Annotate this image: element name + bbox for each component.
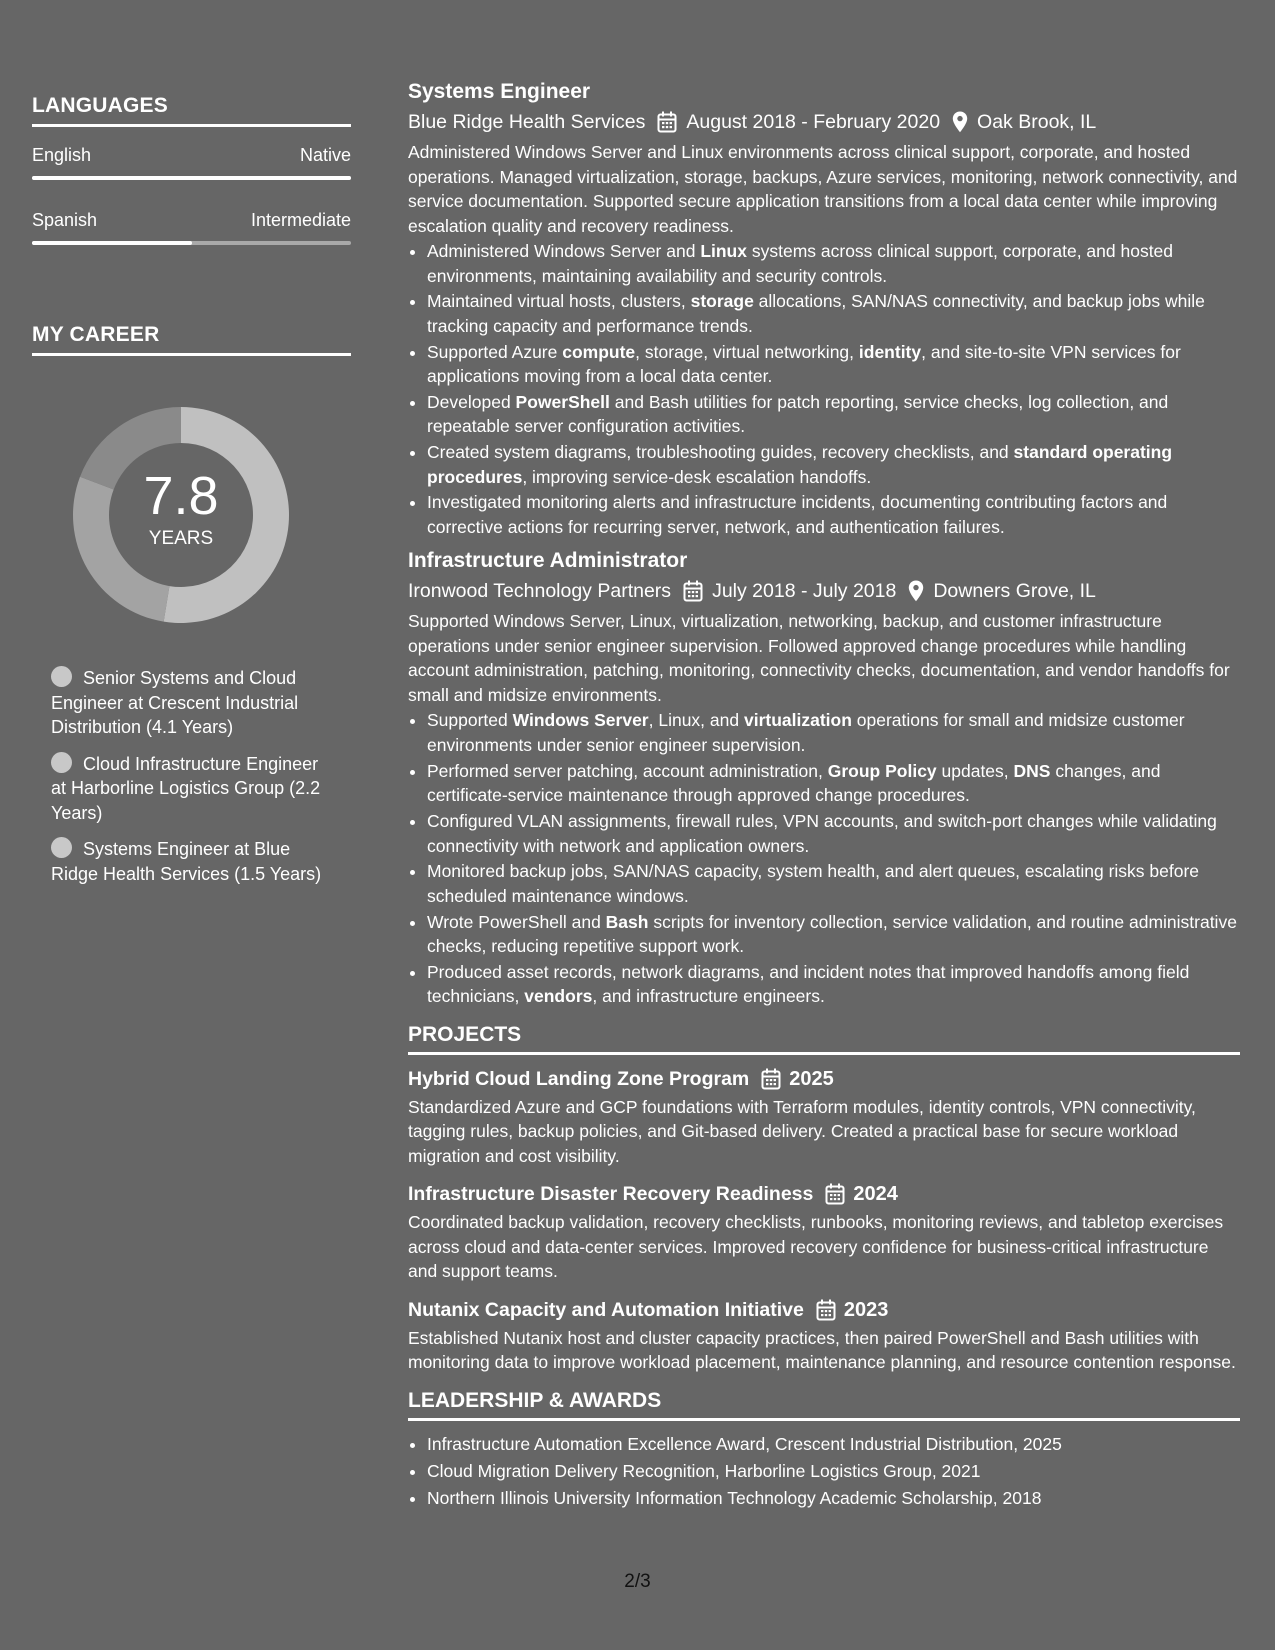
career-legend-text: Senior Systems and Cloud Engineer at Crescent Industrial Distribution (4.1 Years) xyxy=(51,668,299,737)
job-location: Downers Grove, IL xyxy=(933,580,1096,603)
job-bullet xyxy=(427,759,1240,808)
language-proficiency-fill xyxy=(32,241,192,245)
calendar-icon xyxy=(816,1299,836,1321)
bullet-text: Investigated monitoring alerts and infrastructure incidents, documenting contributing factors and corrective actions for recurring server, network, and authentication failures. xyxy=(427,492,1168,537)
job-bullet xyxy=(427,239,1240,288)
job-summary: Administered Windows Server and Linux environments across clinical support, corporate, and hosted operations. Managed virtualization, storage, backups, Azure services, monitoring, network connectivity, and service documentation. Supported secure application transitions from a local data center while improving escalation quality and recovery readiness. xyxy=(408,142,1238,236)
job-bullet xyxy=(427,340,1240,389)
job-summary: Supported Windows Server, Linux, virtualization, networking, backup, and customer infrastructure operations under senior engineer supervision. Followed approved change procedures while handling account administration, patching, monitoring, connectivity checks, documentation, and vendor handoffs for small and midsize environments. xyxy=(408,611,1230,705)
career-total-years: 7.8 xyxy=(143,466,219,526)
job-dates: July 2018 - July 2018 xyxy=(712,580,897,603)
project-title: Nutanix Capacity and Automation Initiative xyxy=(408,1298,804,1321)
career-legend-text: Systems Engineer at Blue Ridge Health Services (1.5 Years) xyxy=(51,839,322,884)
bullet-bold-text: vendors xyxy=(524,986,593,1007)
project-year: 2024 xyxy=(853,1183,898,1206)
calendar-icon xyxy=(761,1068,781,1090)
career-years-unit: YEARS xyxy=(148,528,214,549)
job-company: Blue Ridge Health Services xyxy=(408,111,646,133)
bullet-text: Created system diagrams, troubleshooting guides, recovery checklists, and xyxy=(427,442,1014,463)
bullet-text: Wrote PowerShell and xyxy=(427,911,606,932)
bullet-text: Performed server patching, account administration, xyxy=(427,760,828,781)
languages-heading: LANGUAGES xyxy=(32,94,351,127)
job-bullet xyxy=(427,390,1240,439)
legend-dot-icon xyxy=(51,837,72,858)
bullet-bold-text: virtualization xyxy=(743,710,852,731)
award-item: • Northern Illinois University Information Technology Academic Scholarship, 2018 xyxy=(427,1485,1240,1512)
project-title: Hybrid Cloud Landing Zone Program xyxy=(408,1067,750,1090)
left-column xyxy=(32,94,351,898)
career-legend-item xyxy=(51,837,331,886)
bullet-bold-text: identity xyxy=(858,341,922,362)
bullet-bold-text: Bash xyxy=(605,911,649,932)
job-title: Systems Engineer xyxy=(408,80,591,103)
job-title: Infrastructure Administrator xyxy=(408,549,688,573)
bullet-text: , and site-to-site VPN services for applications moving from a local data center. xyxy=(427,341,1181,387)
job-location: Oak Brook, IL xyxy=(977,111,1097,133)
career-heading: MY CAREER xyxy=(32,323,351,356)
language-name: Spanish xyxy=(32,210,98,230)
bullet-text: updates, xyxy=(936,760,1014,781)
job-entry xyxy=(408,78,1240,539)
project-title: Infrastructure Disaster Recovery Readiness xyxy=(408,1183,814,1206)
project-description: Coordinated backup validation, recovery checklists, runbooks, monitoring reviews, and tabletop exercises across cloud and data-center services. Improved recovery confidence for business-critical infrastructure and support teams. xyxy=(408,1212,1224,1282)
bullet-bold-text: Windows Server xyxy=(512,710,649,731)
bullet-text: Developed xyxy=(427,391,516,412)
bullet-bold-text: storage xyxy=(690,291,754,312)
bullet-text: changes, and certificate-service maintenance through approved change procedures. xyxy=(427,760,1161,806)
project-year: 2023 xyxy=(843,1298,889,1321)
job-bullet xyxy=(427,440,1240,489)
career-legend-item xyxy=(51,666,331,740)
page-number: 2/3 xyxy=(624,1571,651,1592)
bullet-text: Supported Azure xyxy=(427,341,563,362)
bullet-text: Supported xyxy=(427,710,513,731)
career-donut-chart xyxy=(66,400,296,630)
job-bullet xyxy=(427,859,1240,908)
location-pin-icon xyxy=(952,111,968,133)
bullet-bold-text: Linux xyxy=(700,241,747,261)
project-entry xyxy=(408,1180,1240,1284)
award-item: • Cloud Migration Delivery Recognition, Harborline Logistics Group, 2021 xyxy=(427,1458,1240,1485)
bullet-bold-text: Group Policy xyxy=(827,760,937,781)
project-entry xyxy=(408,1296,1240,1375)
job-meta xyxy=(408,108,1240,136)
legend-dot-icon xyxy=(51,752,72,773)
language-proficiency-bar xyxy=(32,241,351,245)
bullet-text: Maintained virtual hosts, clusters, xyxy=(427,291,691,312)
job-bullets xyxy=(408,708,1240,1008)
bullet-text: Monitored backup jobs, SAN/NAS capacity, system health, and alert queues, escalating risks before scheduled maintenance windows. xyxy=(427,861,1200,906)
language-name: English xyxy=(32,145,92,165)
career-legend xyxy=(51,666,331,886)
calendar-icon xyxy=(657,111,677,133)
language-spanish xyxy=(32,210,351,245)
project-description: Established Nutanix host and cluster capacity practices, then paired PowerShell and Bash utilities with monitoring data to improve workload placement, maintenance planning, and resource contention response. xyxy=(408,1327,1236,1373)
bullet-text: systems across clinical support, corporate, and hosted environments, maintaining availability and security controls. xyxy=(427,241,1174,286)
award-item: • Infrastructure Automation Excellence Award, Crescent Industrial Distribution, 2025 xyxy=(427,1431,1240,1458)
job-bullet xyxy=(427,490,1240,539)
bullet-text: , Linux, and xyxy=(648,710,744,731)
bullet-text: Administered Windows Server and xyxy=(427,241,701,261)
job-bullets xyxy=(408,239,1240,539)
bullet-bold-text: DNS xyxy=(1013,760,1051,781)
job-company: Ironwood Technology Partners xyxy=(408,580,672,603)
bullet-text: Produced asset records, network diagrams, and incident notes that improved handoffs among field technicians, xyxy=(427,961,1190,1007)
project-year: 2025 xyxy=(789,1067,834,1090)
job-bullet xyxy=(427,960,1240,1009)
right-column xyxy=(408,78,1240,1512)
job-dates: August 2018 - February 2020 xyxy=(686,111,941,133)
language-proficiency-fill xyxy=(32,176,351,180)
calendar-icon xyxy=(683,580,703,602)
job-entry xyxy=(408,547,1240,1008)
language-proficiency-bar xyxy=(32,176,351,180)
bullet-bold-text: standard operating procedures xyxy=(427,442,1173,487)
job-bullet xyxy=(427,708,1240,757)
bullet-text: scripts for inventory collection, service validation, and routine administrative checks, reducing repetitive support work. xyxy=(427,911,1237,957)
projects-heading: PROJECTS xyxy=(408,1021,1240,1055)
legend-dot-icon xyxy=(51,666,72,687)
awards-heading: LEADERSHIP & AWARDS xyxy=(408,1387,1240,1421)
career-legend-text: Cloud Infrastructure Engineer at Harborline Logistics Group (2.2 Years) xyxy=(51,753,321,823)
job-bullet xyxy=(427,910,1240,959)
project-description: Standardized Azure and GCP foundations with Terraform modules, identity controls, VPN connectivity, tagging rules, backup policies, and Git-based delivery. Created a practical base for secure workload migration and cost visibility. xyxy=(408,1096,1196,1166)
awards-list xyxy=(408,1431,1240,1512)
language-level: Native xyxy=(299,145,351,165)
job-bullet xyxy=(427,289,1240,338)
bullet-text: Configured VLAN assignments, firewall rules, VPN accounts, and switch-port changes while validating connectivity with network and application owners. xyxy=(427,811,1217,856)
bullet-text: allocations, SAN/NAS connectivity, and backup jobs while tracking capacity and performance trends. xyxy=(427,291,1205,336)
location-pin-icon xyxy=(908,580,924,602)
bullet-bold-text: compute xyxy=(562,341,636,362)
bullet-bold-text: PowerShell xyxy=(515,391,610,412)
calendar-icon xyxy=(825,1183,845,1205)
bullet-text: , improving service-desk escalation handoffs. xyxy=(522,466,872,487)
job-meta xyxy=(408,577,1240,605)
bullet-text: , storage, virtual networking, xyxy=(635,341,859,362)
career-legend-item xyxy=(51,752,331,826)
bullet-text: , and infrastructure engineers. xyxy=(592,986,825,1007)
bullet-text: and Bash utilities for patch reporting, service checks, log collection, and repeatable server configuration activities. xyxy=(427,391,1169,437)
language-level: Intermediate xyxy=(250,210,351,230)
project-entry xyxy=(408,1065,1240,1169)
language-english xyxy=(32,145,351,180)
bullet-text: operations for small and midsize customer environments under senior engineer supervision. xyxy=(427,710,1185,755)
job-bullet xyxy=(427,809,1240,858)
